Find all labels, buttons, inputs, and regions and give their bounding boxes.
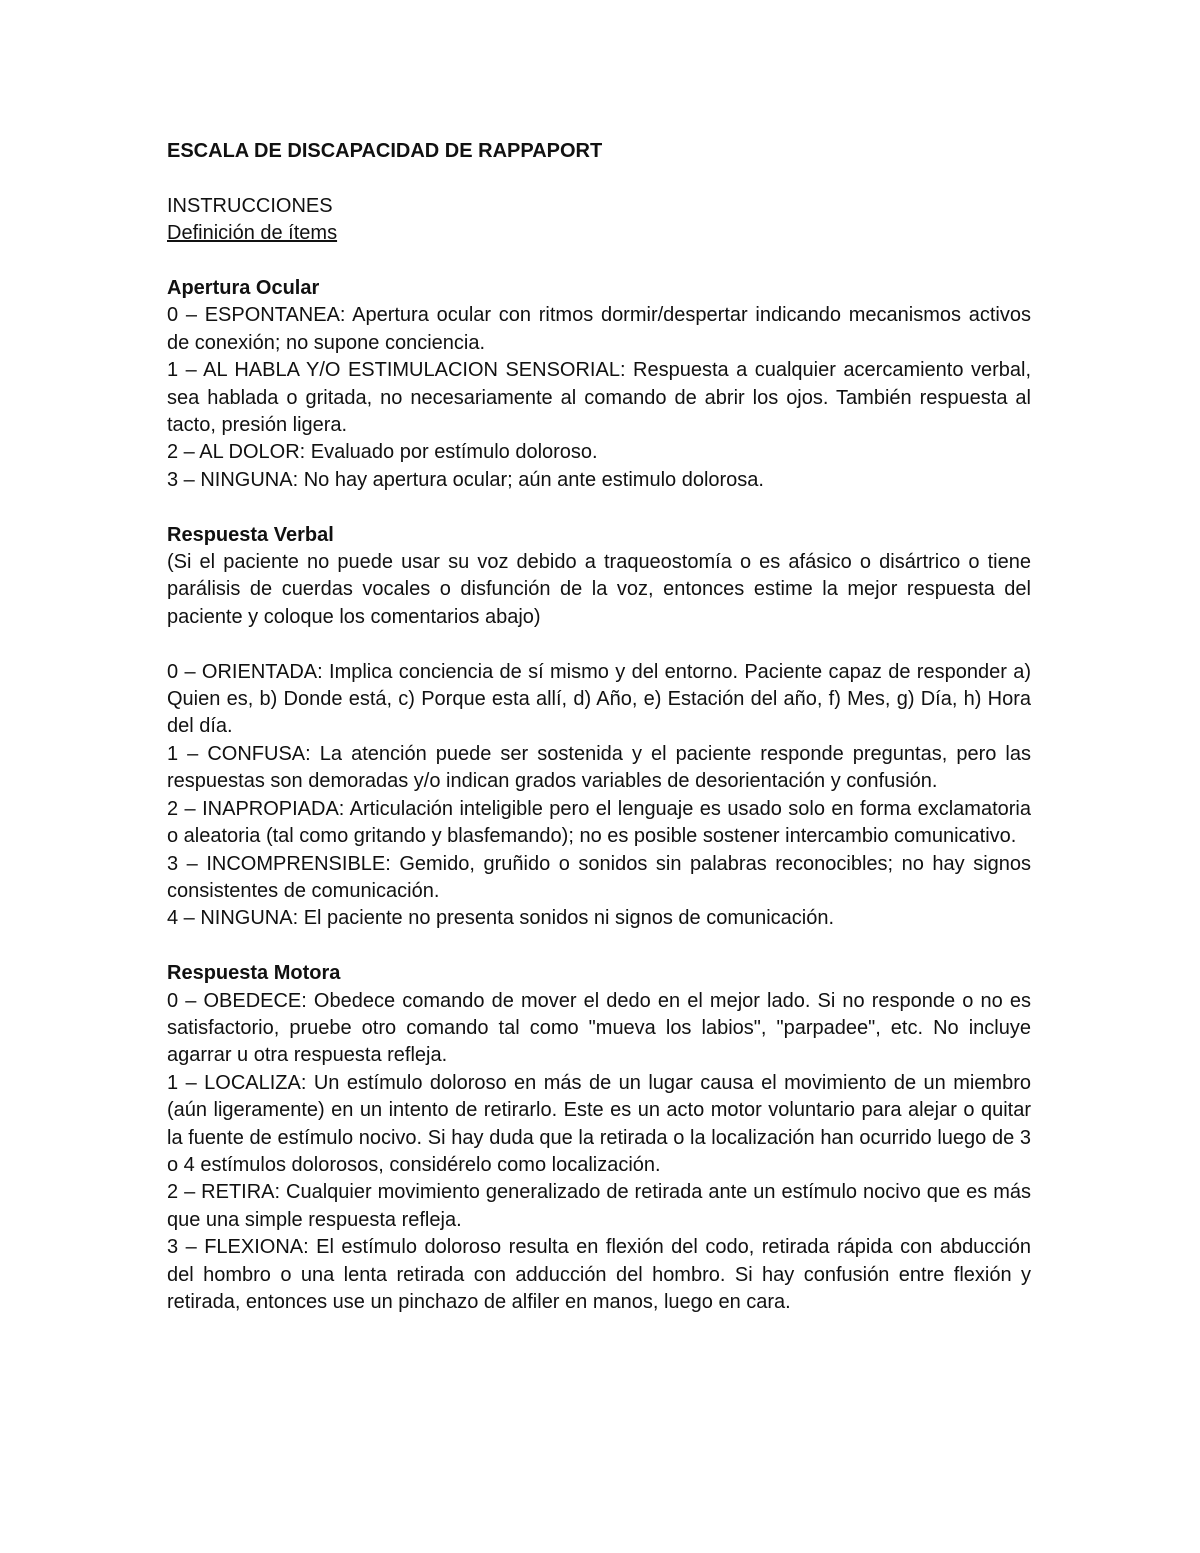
- item-paragraph: 3 – NINGUNA: No hay apertura ocular; aún ante estimulo dolorosa.: [167, 468, 764, 491]
- item-paragraph: 2 – AL DOLOR: Evaluado por estímulo doloroso.: [167, 441, 598, 464]
- item-paragraph: 1 – AL HABLA Y/O ESTIMULACION SENSORIAL: Respuesta a cualquier acercamiento verbal, sea hablada o gritada, no necesariamente al comando de abrir los ojos. También respuesta al tacto, presión ligera.: [167, 359, 1031, 437]
- item-paragraph: 0 – ORIENTADA: Implica conciencia de sí mismo y del entorno. Paciente capaz de responder a) Quien es, b) Donde está, c) Porque esta allí, d) Año, e) Estación del año, f) Mes, g) Día, h) Hora del día.: [167, 660, 1031, 738]
- definition-label: Definición de ítems: [167, 222, 338, 245]
- spacer: [167, 248, 1031, 275]
- spacer: [167, 165, 1031, 192]
- item-paragraph: 4 – NINGUNA: El paciente no presenta sonidos ni signos de comunicación.: [167, 907, 835, 930]
- instructions-label: INSTRUCCIONES: [167, 194, 333, 217]
- item-paragraph: 3 – FLEXIONA: El estímulo doloroso resulta en flexión del codo, retirada rápida con abducción del hombro o una lenta retirada con adducción del hombro. Si hay confusión entre flexión y retirada, entonces use un pinchazo de alfiler en manos, luego en cara.: [167, 1236, 1031, 1313]
- item-paragraph: 0 – OBEDECE: Obedece comando de mover el dedo en el mejor lado. Si no responde o no es satisfactorio, pruebe otro comando tal como "mueva los labios", "parpadee", etc. No incluye agarrar u otra respuesta refleja.: [167, 989, 1031, 1067]
- section-intro: (Si el paciente no puede usar su voz debido a traqueostomía o es afásico o disártrico o tiene parálisis de cuerdas vocales o disfunción de la voz, entonces estime la mejor respuesta del paciente y coloque los comentarios abajo): [167, 551, 1031, 628]
- section-heading-respuesta-motora: Respuesta Motora: [167, 962, 341, 985]
- spacer: [167, 631, 1031, 658]
- item-paragraph: 2 – RETIRA: Cualquier movimiento generalizado de retirada ante un estímulo nocivo que es más que una simple respuesta refleja.: [167, 1181, 1031, 1231]
- document-page: [167, 138, 1031, 1316]
- item-paragraph: 3 – INCOMPRENSIBLE: Gemido, gruñido o sonidos sin palabras reconocibles; no hay signos consistentes de comunicación.: [167, 852, 1031, 902]
- section-heading-respuesta-verbal: Respuesta Verbal: [167, 523, 334, 546]
- section-heading-apertura-ocular: Apertura Ocular: [167, 277, 320, 299]
- spacer: [167, 494, 1031, 521]
- item-paragraph: 1 – CONFUSA: La atención puede ser sostenida y el paciente responde preguntas, pero las respuestas son demoradas y/o indican grados variables de desorientación y confusión.: [167, 742, 1031, 793]
- document-title: ESCALA DE DISCAPACIDAD DE RAPPAPORT: [167, 140, 603, 162]
- item-paragraph: 2 – INAPROPIADA: Articulación inteligible pero el lenguaje es usado solo en forma exclamatoria o aleatoria (tal como gritando y blasfemando); no es posible sostener intercambio comunicativo.: [167, 797, 1031, 848]
- item-paragraph: 0 – ESPONTANEA: Apertura ocular con ritmos dormir/despertar indicando mecanismos activos de conexión; no supone conciencia.: [167, 304, 1031, 354]
- item-paragraph: 1 – LOCALIZA: Un estímulo doloroso en más de un lugar causa el movimiento de un miembro (aún ligeramente) en un intento de retirarlo. Este es un acto motor voluntario para alejar o quitar la fuente de estímulo nocivo. Si hay duda que la retirada o la localización han ocurrido luego de 3 o 4 estímulos dolorosos, considérelo como localización.: [167, 1071, 1031, 1176]
- spacer: [167, 933, 1031, 960]
